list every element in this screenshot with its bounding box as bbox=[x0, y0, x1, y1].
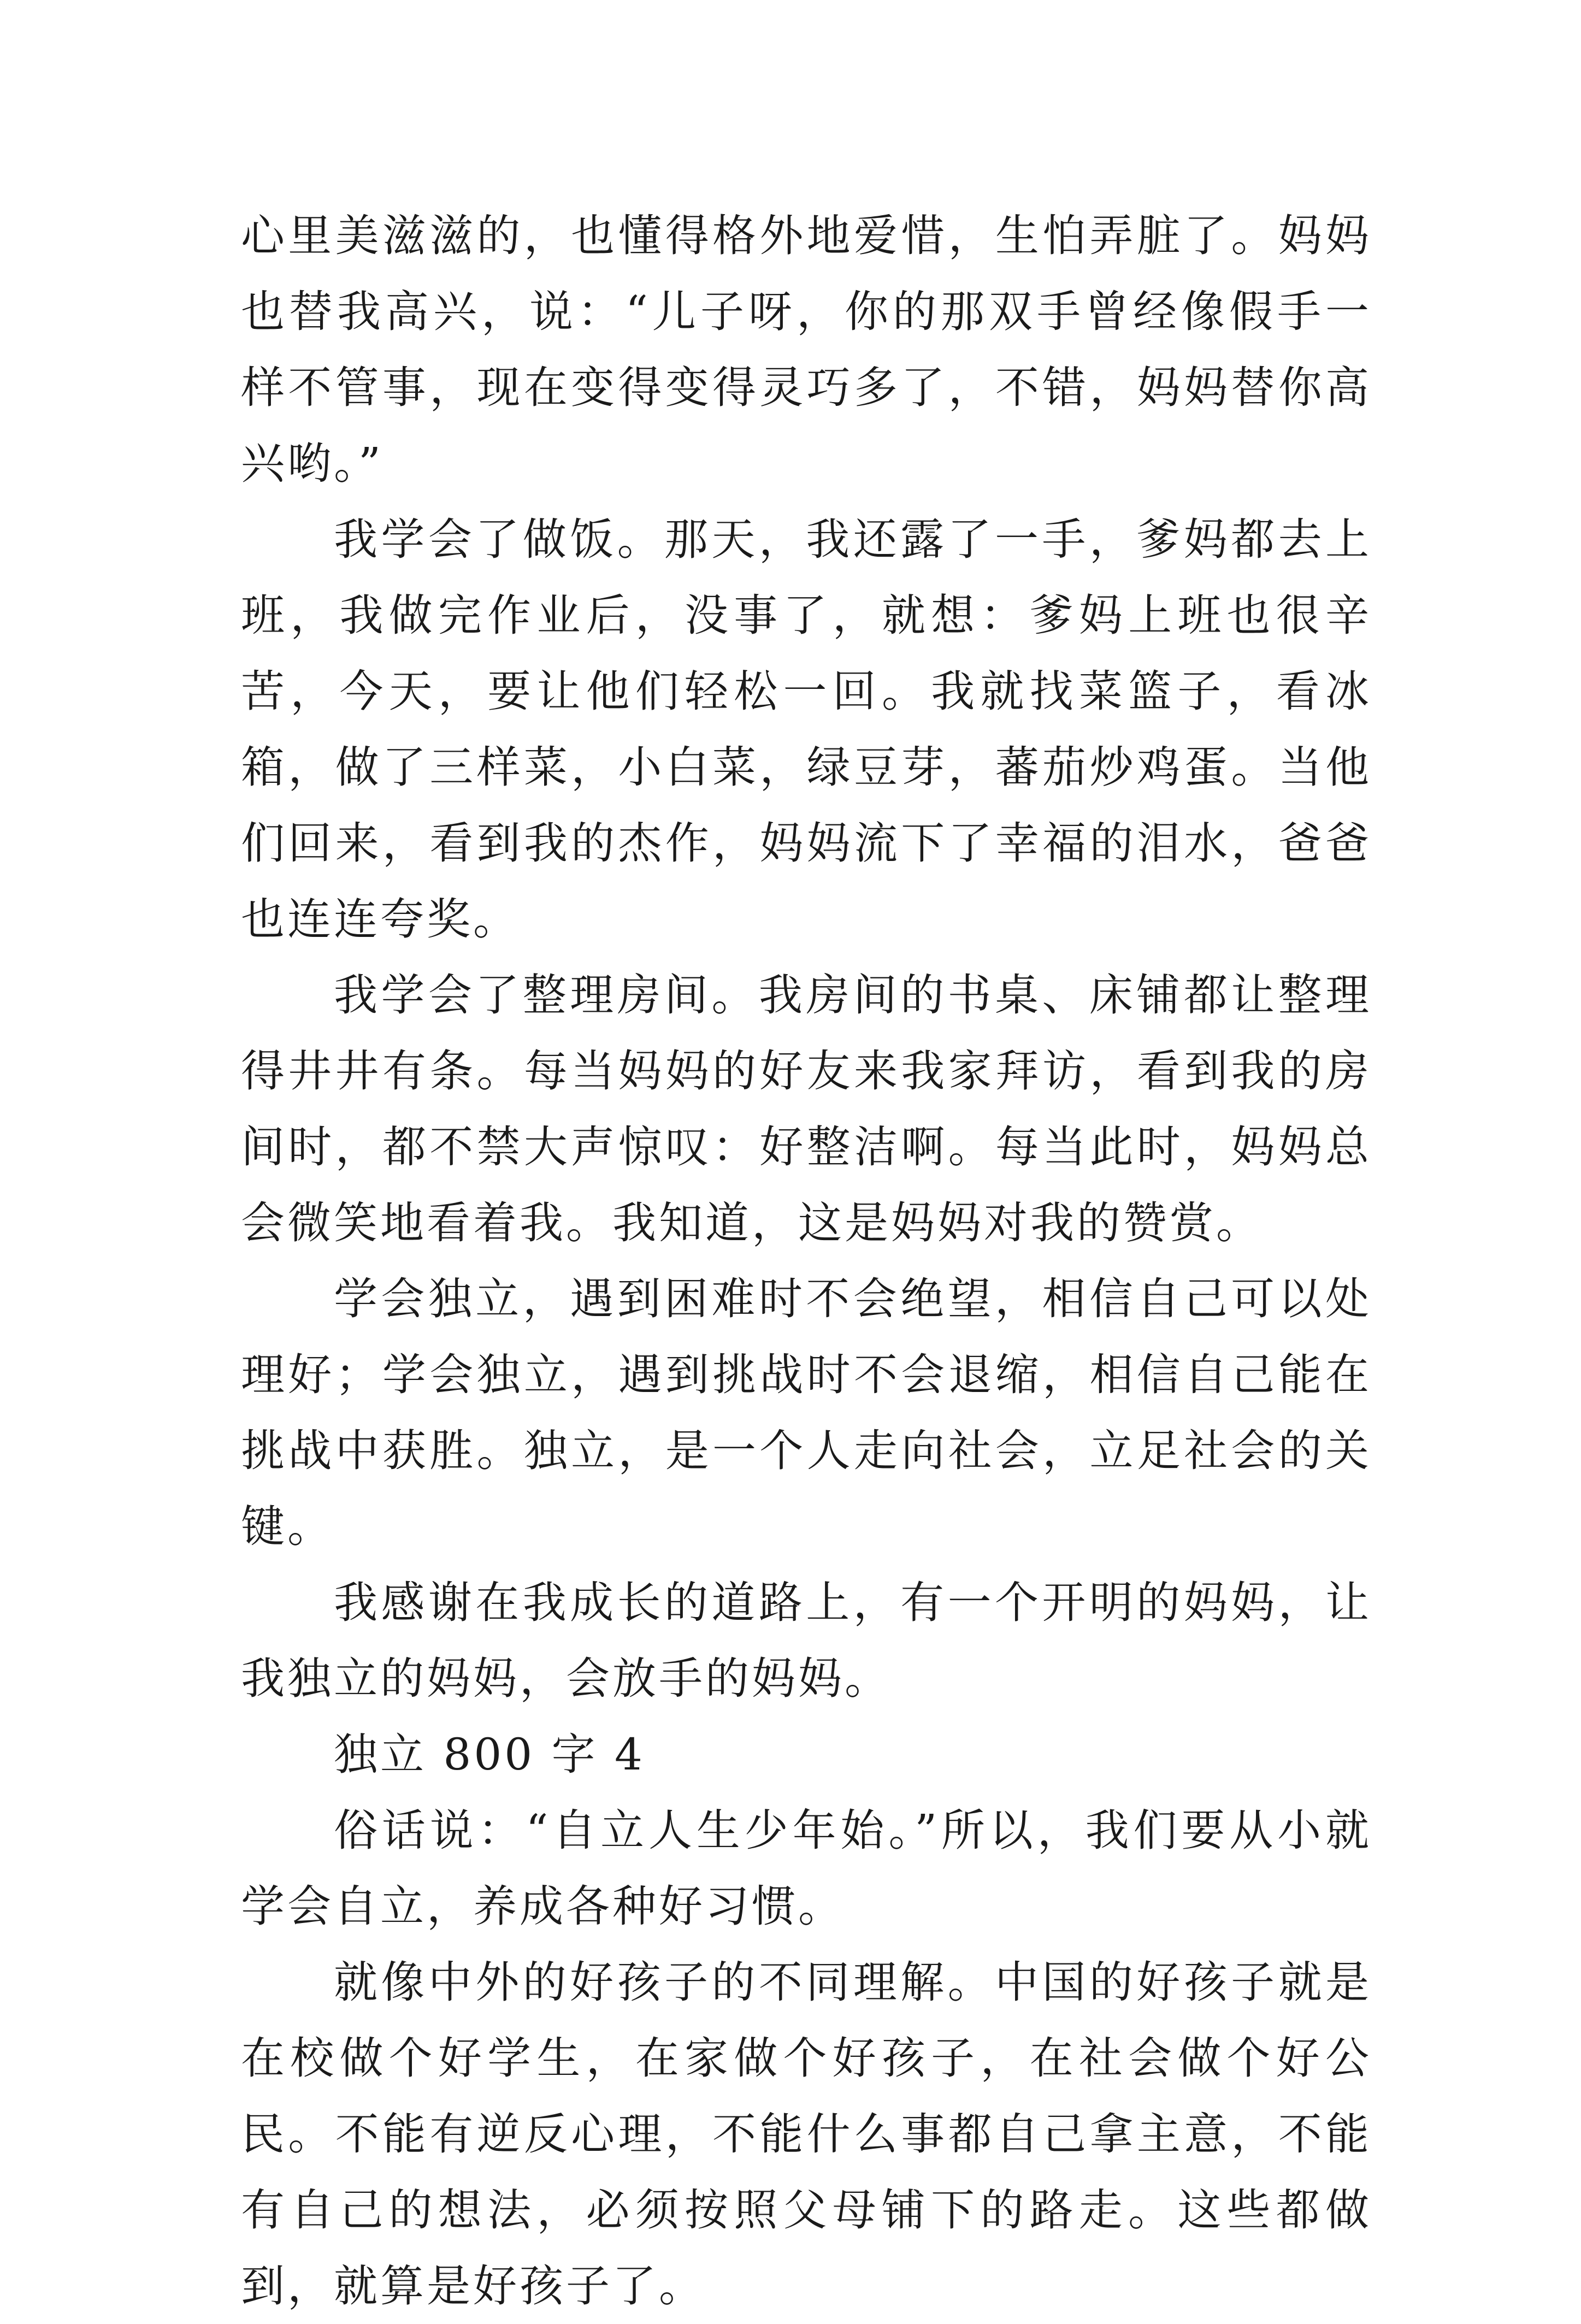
paragraph-2: 我学会了做饭。那天，我还露了一手，爹妈都去上班，我做完作业后，没事了，就想：爹妈上班也很辛苦，今天，要让他们轻松一回。我就找菜篮子，看冰箱，做了三样菜，小白菜，绿豆芽，蕃茄炒鸡蛋。当他们回来，看到我的杰作，妈妈流下了幸福的泪水，爸爸也连连夸奖。 bbox=[241, 514, 1372, 945]
paragraph-1: 心里美滋滋的，也懂得格外地爱惜，生怕弄脏了。妈妈也替我高兴，说：“儿子呀，你的那双手曾经像假手一样不管事，现在变得变得灵巧多了，不错，妈妈替你高兴哟。” bbox=[241, 210, 1372, 489]
section-heading: 独立 800 字 4 bbox=[334, 1729, 645, 1780]
paragraph-3: 我学会了整理房间。我房间的书桌、床铺都让整理得井井有条。每当妈妈的好友来我家拜访，看到我的房间时，都不禁大声惊叹：好整洁啊。每当此时，妈妈总会微笑地看着我。我知道，这是妈妈对我的赞赏。 bbox=[241, 970, 1372, 1248]
paragraph-7: 就像中外的好孩子的不同理解。中国的好孩子就是在校做个好学生，在家做个好孩子，在社会做个好公民。不能有逆反心理，不能什么事都自己拿主意，不能有自己的想法，必须按照父母铺下的路走。这些都做到，就算是好孩子了。 bbox=[241, 1957, 1372, 2311]
article-body bbox=[241, 198, 1372, 2324]
paragraph-4: 学会独立，遇到困难时不会绝望，相信自己可以处理好；学会独立，遇到挑战时不会退缩，相信自己能在挑战中获胜。独立，是一个人走向社会，立足社会的关键。 bbox=[241, 1273, 1372, 1552]
paragraph-5: 我感谢在我成长的道路上，有一个开明的妈妈，让我独立的妈妈，会放手的妈妈。 bbox=[241, 1577, 1372, 1704]
paragraph-6: 俗话说：“自立人生少年始。”所以，我们要从小就学会自立，养成各种好习惯。 bbox=[241, 1805, 1372, 1932]
